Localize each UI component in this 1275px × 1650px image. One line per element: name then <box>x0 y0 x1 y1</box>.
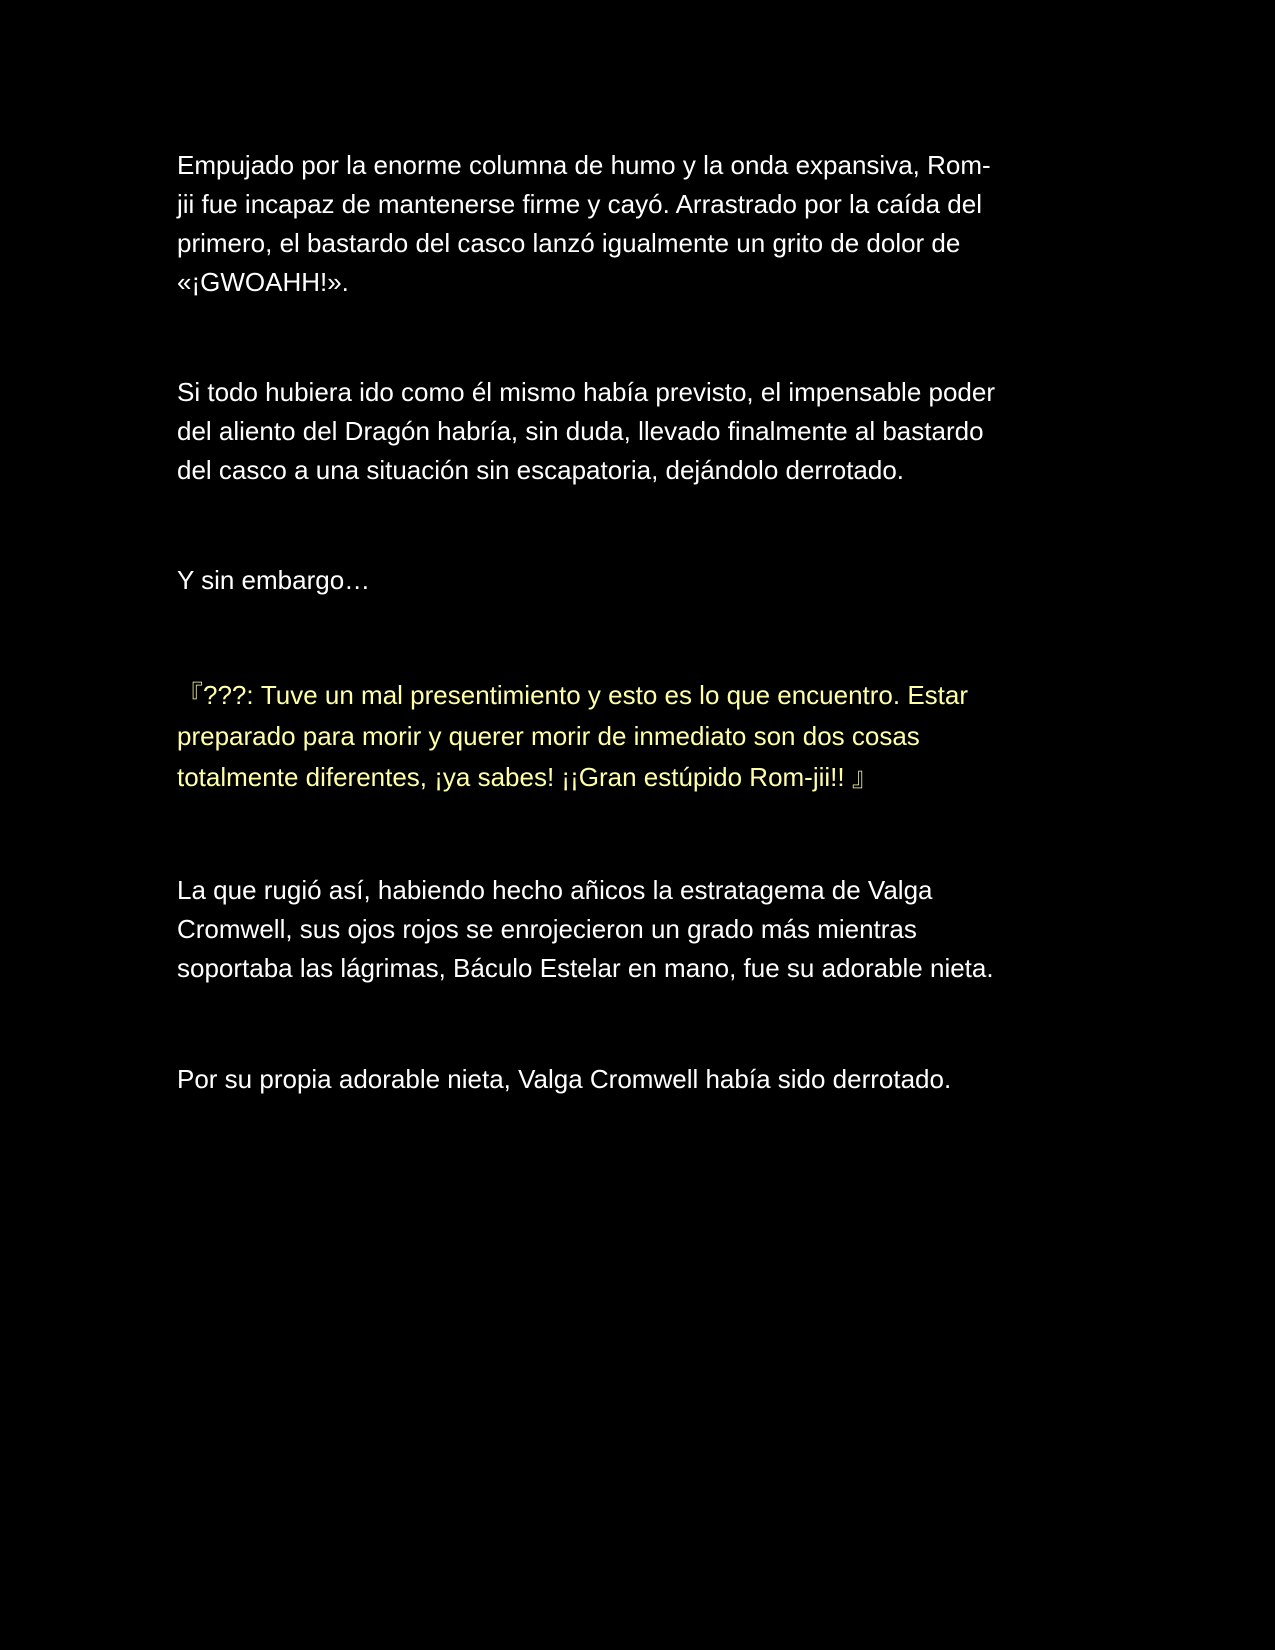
paragraph-narration: La que rugió así, habiendo hecho añicos la estratagema de Valga Cromwell, sus ojos rojos se enrojecieron un grado más mientras soportaba las lágrimas, Báculo Estelar en mano, fue su adorable nieta. <box>177 875 994 983</box>
paragraph-narration: Y sin embargo… <box>177 565 371 595</box>
paragraph-narration: Si todo hubiera ido como él mismo había previsto, el impensable poder del aliento del Dragón habría, sin duda, llevado finalmente al bastardo del casco a una situación sin escapatoria, dejándolo derrotado. <box>177 377 996 485</box>
paragraph-narration: Por su propia adorable nieta, Valga Cromwell había sido derrotado. <box>177 1064 952 1094</box>
paragraph-dialogue: 『???: Tuve un mal presentimiento y esto es lo que encuentro. Estar preparado para morir y querer morir de inmediato son dos cosas totalmente diferentes, ¡ya sabes! ¡¡Gran estúpido Rom-jii!! 』 <box>177 680 969 792</box>
paragraph-narration: Empujado por la enorme columna de humo y la onda expansiva, Rom- jii fue incapaz de mantenerse firme y cayó. Arrastrado por la caída del primero, el bastardo del casco lanzó igualmente un grito de dolor de «¡GWOAHH!». <box>177 150 991 297</box>
